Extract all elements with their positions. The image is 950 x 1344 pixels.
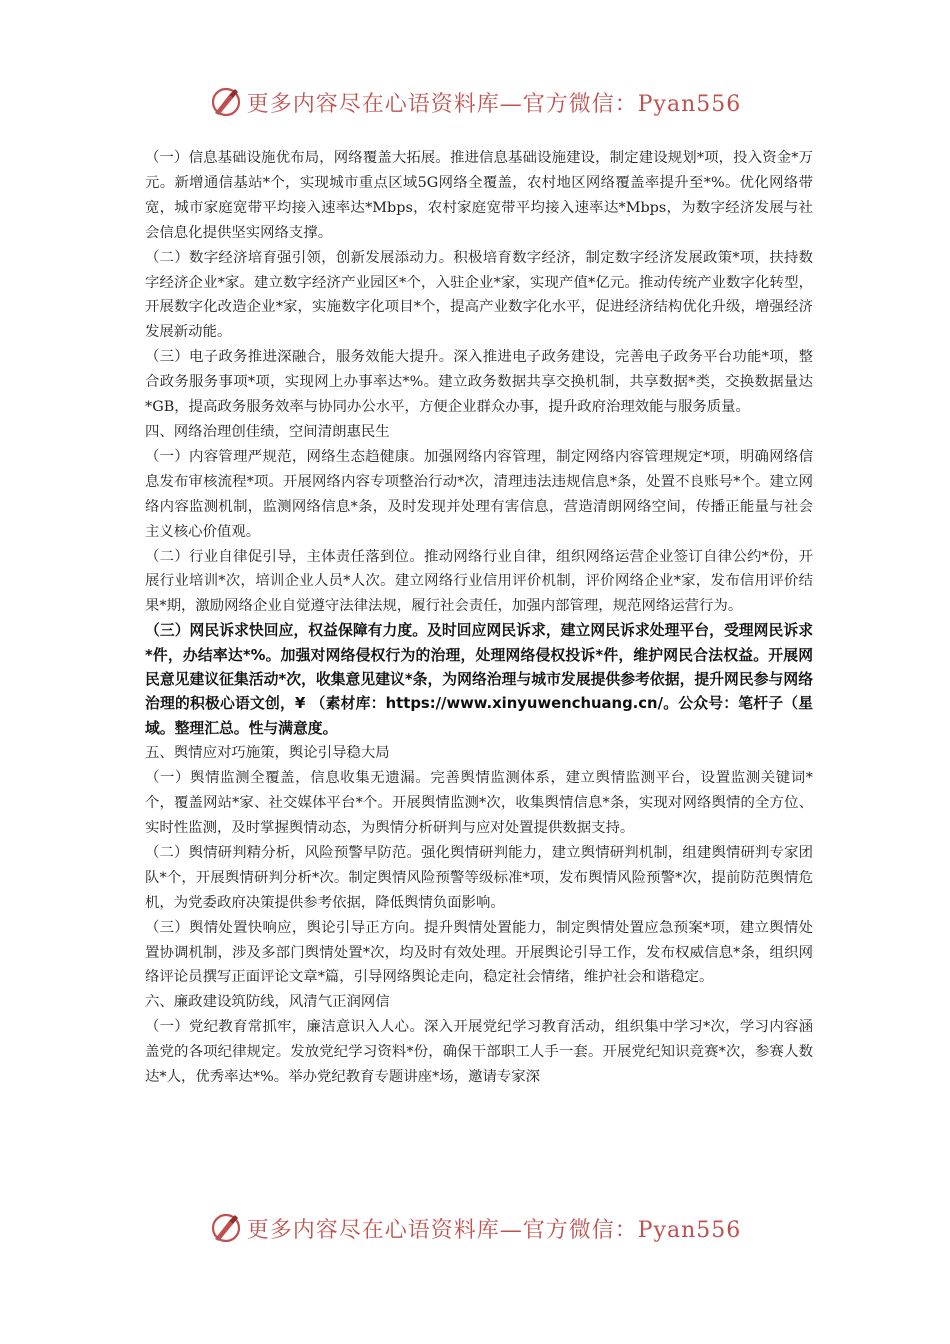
paragraph: （三）舆情处置快响应，舆论引导正方向。提升舆情处置能力，制定舆情处置应急预案*项，建立舆情处置协调机制，涉及多部门舆情处置*次，均及时有效处理。开展舆论引导工作，发布权威信息*条，组织网络评论员撰写正面评论文章*篇，引导网络舆论走向，稳定社会情绪，维护社会和谐稳定。 — [145, 919, 813, 986]
pen-logo-icon — [209, 1211, 243, 1245]
pen-logo-icon — [209, 85, 243, 119]
header-text: 更多内容尽在心语资料库—官方微信：Pyan556 — [246, 91, 742, 117]
document-body — [145, 146, 813, 1090]
paragraph: （一）党纪教育常抓牢，廉洁意识入人心。深入开展党纪学习教育活动，组织集中学习*次，学习内容涵盖党的各项纪律规定。发放党纪学习资料*份，确保干部职工人手一套。开展党纪知识竞赛*次，参赛人数达*人，优秀率达*%。举办党纪教育专题讲座*场，邀请专家深 — [145, 1019, 813, 1086]
footer-text: 更多内容尽在心语资料库—官方微信：Pyan556 — [246, 1217, 742, 1243]
section-heading: 四、网络治理创佳绩，空间清朗惠民生 — [145, 423, 390, 440]
paragraph: （二）舆情研判精分析，风险预警早防范。强化舆情研判能力，建立舆情研判机制，组建舆情研判专家团队*个，开展舆情研判分析*次。制定舆情风险预警等级标准*项，发布舆情风险预警*次，提前防范舆情危机，为党委政府决策提供参考依据，降低舆情负面影响。 — [145, 844, 813, 911]
paragraph-bold: （三）网民诉求快回应，权益保障有力度。及时回应网民诉求，建立网民诉求处理平台，受理网民诉求*件，办结率达*%。加强对网络侵权行为的治理，处理网络侵权投诉*件，维护网民合法权益。开展网民意见建议征集活动*次，收集意见建议*条，为网络治理与城市发展提供参考依据，提升网民参与网络治理的积极心语文创，¥ （素材库：https://www.xinyuwenchuang.cn/。公众号：笔杆子（星域。整理汇总。性与满意度。 — [145, 622, 813, 737]
paragraph: （二）行业自律促引导，主体责任落到位。推动网络行业自律，组织网络运营企业签订自律公约*份，开展行业培训*次，培训企业人员*人次。建立网络行业信用评价机制，评价网络企业*家，发布信用评价结果*期，激励网络企业自觉遵守法律法规，履行社会责任，加强内部管理，规范网络运营行为。 — [145, 548, 813, 615]
paragraph: （一）信息基础设施优布局，网络覆盖大拓展。推进信息基础设施建设，制定建设规划*项，投入资金*万元。新增通信基站*个，实现城市重点区域5G网络全覆盖，农村地区网络覆盖率提升至*%。优化网络带宽，城市家庭宽带平均接入速率达*Mbps，农村家庭宽带平均接入速率达*Mbps，为数字经济发展与社会信息化提供坚实网络支撑。 — [145, 150, 813, 241]
paragraph: （三）电子政务推进深融合，服务效能大提升。深入推进电子政务建设，完善电子政务平台功能*项，整合政务服务事项*项，实现网上办事率达*%。建立政务数据共享交换机制，共享数据*类，交换数据量达*GB，提高政务服务效率与协同办公水平，方便企业群众办事，提升政府治理效能与服务质量。 — [145, 349, 813, 416]
paragraph: （一）舆情监测全覆盖，信息收集无遗漏。完善舆情监测体系，建立舆情监测平台，设置监测关键词*个，覆盖网站*家、社交媒体平台*个。开展舆情监测*次，收集舆情信息*条，实现对网络舆情的全方位、实时性监测，及时掌握舆情动态，为舆情分析研判与应对处置提供数据支持。 — [145, 770, 813, 836]
paragraph: （一）内容管理严规范，网络生态趋健康。加强网络内容管理，制定网络内容管理规定*项，明确网络信息发布审核流程*项。开展网络内容专项整治行动*次，清理违法违规信息*条，处置不良账号*个。建立网络内容监测机制，监测网络信息*条，及时发现并处理有害信息，营造清朗网络空间，传播正能量与社会主义核心价值观。 — [145, 448, 813, 540]
footer-banner — [0, 1208, 950, 1248]
section-heading: 五、舆情应对巧施策，舆论引导稳大局 — [145, 745, 390, 762]
section-heading: 六、廉政建设筑防线，风清气正润网信 — [145, 994, 390, 1011]
paragraph: （二）数字经济培育强引领，创新发展添动力。积极培育数字经济，制定数字经济发展政策*项，扶持数字经济企业*家。建立数字经济产业园区*个，入驻企业*家，实现产值*亿元。推动传统产业数字化转型，开展数字化改造企业*家，实施数字化项目*个，提高产业数字化水平，促进经济结构优化升级，增强经济发展新动能。 — [145, 249, 813, 341]
header-banner — [0, 82, 950, 122]
